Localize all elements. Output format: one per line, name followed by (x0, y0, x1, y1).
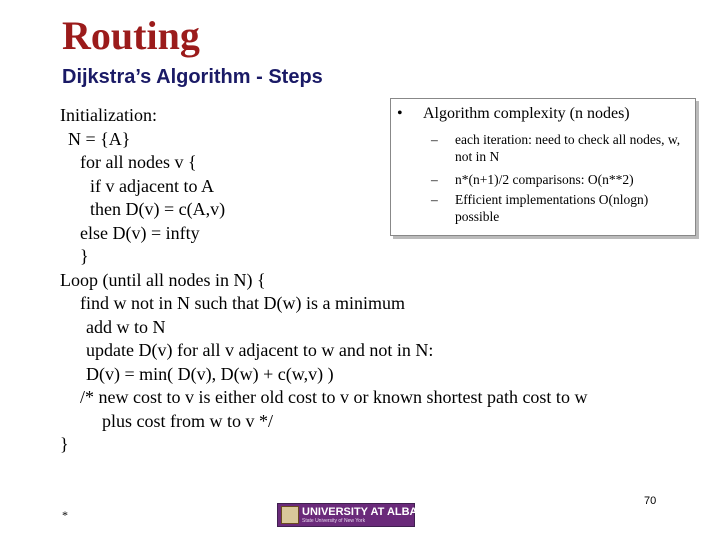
slide-title: Routing (62, 13, 200, 58)
code-line: then D(v) = c(A,v) (90, 199, 226, 219)
dash-icon: – (431, 172, 438, 187)
seal-icon (281, 506, 299, 524)
code-line: } (80, 246, 89, 266)
page-number: 70 (644, 495, 657, 507)
code-line: find w not in N such that D(w) is a minimum (80, 293, 405, 313)
code-line: update D(v) for all v adjacent to w and not in N: (86, 340, 434, 360)
bullet-icon: • (397, 105, 403, 122)
code-line: /* new cost to v is either old cost to v or known shortest path cost to w (80, 387, 588, 407)
code-line: N = {A} (68, 128, 131, 149)
code-line: else D(v) = infty (80, 222, 200, 243)
code-line: D(v) = min( D(v), D(w) + c(w,v) ) (86, 363, 334, 384)
slide-subtitle: Dijkstra’s Algorithm - Steps (62, 66, 323, 88)
code-line: Loop (until all nodes in N) { (60, 269, 266, 290)
code-line: add w to N (86, 316, 166, 337)
code-line: plus cost from w to v */ (102, 410, 273, 431)
code-line: } (60, 434, 69, 454)
dash-icon: – (431, 132, 438, 147)
sub-item-text: Efficient implementations O(nlogn) possible (455, 192, 649, 224)
sub-item-text: n*(n+1)/2 comparisons: O(n**2) (455, 172, 634, 187)
sub-item-text: each iteration: need to check all nodes, w, not in N (455, 132, 681, 164)
dash-icon: – (431, 192, 438, 207)
university-logo (277, 503, 433, 527)
footer-left-mark: * (62, 508, 68, 522)
code-line: for all nodes v { (80, 152, 197, 172)
logo-subtext: State University of New York (302, 518, 366, 524)
code-line: Initialization: (60, 105, 157, 125)
code-line: if v adjacent to A (90, 175, 214, 196)
complexity-heading: Algorithm complexity (n nodes) (423, 105, 630, 122)
logo-text: UNIVERSITY AT ALBANY (302, 506, 433, 518)
